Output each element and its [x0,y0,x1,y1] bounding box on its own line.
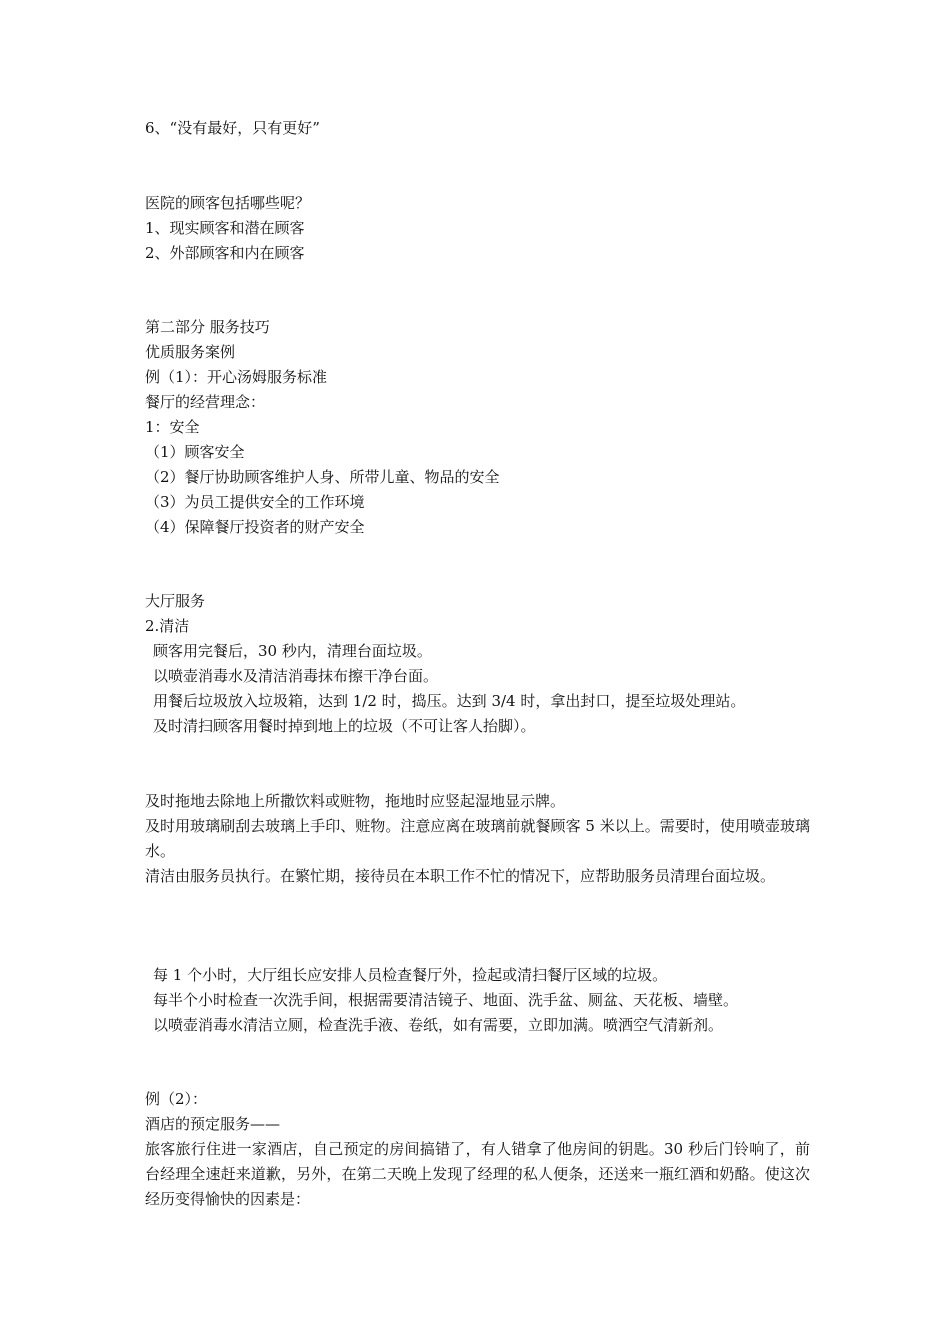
text-line: 及时拖地去除地上所撒饮料或赃物，拖地时应竖起湿地显示牌。 [145,792,566,810]
text-paragraph: 清洁由服务员执行。在繁忙期，接待员在本职工作不忙的情况下，应帮助服务员清理台面垃圾。 [145,867,776,885]
text-line: （1）顾客安全 [145,443,245,461]
text-line: 及时清扫顾客用餐时掉到地上的垃圾（不可让客人抬脚）。 [153,717,536,735]
text-line: 优质服务案例 [145,343,236,361]
text-paragraph: 及时用玻璃刷刮去玻璃上手印、赃物。注意应离在玻璃前就餐顾客 5 米以上。需要时，使用喷壶玻璃水。 [145,817,810,860]
text-line: （4）保障餐厅投资者的财产安全 [145,518,365,536]
text-line: 例（1）：开心汤姆服务标准 [145,368,328,386]
text-line: 1：安全 [145,418,200,436]
text-line: 每半个小时检查一次洗手间，根据需要清洁镜子、地面、洗手盆、厕盆、天花板、墙壁。 [153,991,739,1009]
text-paragraph: 旅客旅行住进一家酒店，自己预定的房间搞错了，有人错拿了他房间的钥匙。30 秒后门铃响了，前台经理全速赶来道歉，另外，在第二天晚上发现了经理的私人便条，还送来一瓶红酒和奶酪。使这次经历变得愉快的因素是： [145,1140,810,1208]
text-line: （2）餐厅协助顾客维护人身、所带儿童、物品的安全 [145,468,500,486]
text-line: 2、外部顾客和内在顾客 [145,244,305,262]
text-line: 餐厅的经营理念： [145,393,266,411]
text-line: 顾客用完餐后，30 秒内，清理台面垃圾。 [153,642,432,660]
section-heading: 第二部分 服务技巧 [145,318,270,336]
text-line: 以喷壶消毒水及清洁消毒抹布擦干净台面。 [153,667,439,685]
text-line: 酒店的预定服务—— [145,1115,281,1133]
text-line: （3）为员工提供安全的工作环境 [145,493,365,511]
text-line: 用餐后垃圾放入垃圾箱，达到 1/2 时，捣压。达到 3/4 时，拿出封口，提至垃圾处理站。 [153,692,746,710]
text-line: 以喷壶消毒水清洁立厕，检查洗手液、卷纸，如有需要，立即加满。喷洒空气清新剂。 [153,1016,724,1034]
text-line: 每 1 个小时，大厅组长应安排人员检查餐厅外，捡起或清扫餐厅区域的垃圾。 [153,966,668,984]
text-line: 6、“没有最好，只有更好” [145,119,320,137]
text-line: 医院的顾客包括哪些呢？ [145,194,311,212]
text-line: 1、现实顾客和潜在顾客 [145,219,305,237]
section-heading: 大厅服务 [145,592,206,610]
text-line: 例（2）： [145,1090,208,1108]
text-line: 2.清洁 [145,617,190,635]
